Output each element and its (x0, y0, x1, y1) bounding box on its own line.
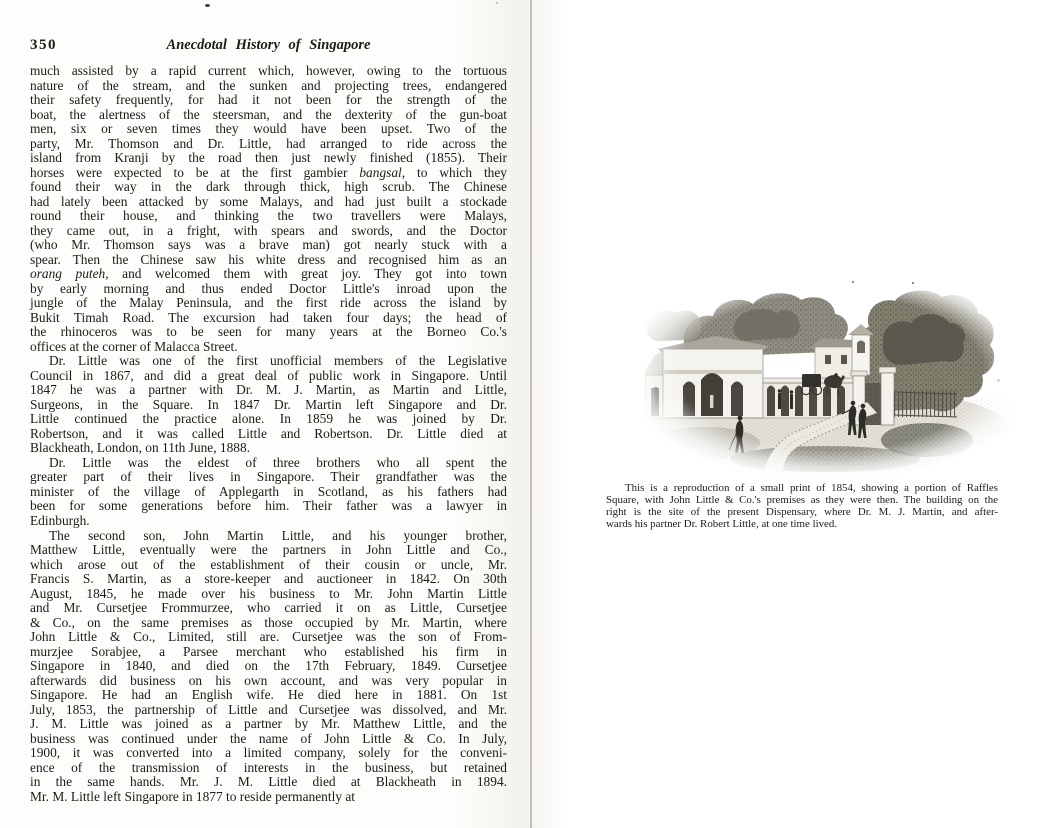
text-line: they came out, in a fright, with spears and swords, and the Doctor (30, 222, 507, 238)
running-title: Anecdotal History of Singapore (166, 37, 371, 53)
engraving-vignette (645, 283, 1017, 473)
text-line: boat, the alertness of the steersman, and the dexterity of the gun-boat (30, 106, 507, 122)
text-line: 1847 he was a partner with Dr. M. J. Martin, as Martin and Little, (30, 382, 507, 398)
right-page (532, 0, 1063, 828)
text-line: August, 1845, he made over his business to Mr. John Martin Little (30, 585, 507, 601)
text-line: orang puteh, and welcomed them with great joy. They got into town (30, 266, 507, 282)
text-line: Singapore. He had an English wife. He died here in 1881. On 1st (30, 687, 507, 703)
text-line: Mr. M. Little left Singapore in 1877 to reside permanently at (30, 788, 356, 804)
text-line: business was continued under the name of John Little & Co. In July, (30, 730, 507, 746)
text-line: wards his partner Dr. Robert Little, at one time lived. (606, 517, 838, 530)
scan-speck (205, 4, 210, 7)
text-line: John Little & Co., Limited, still are. Cursetjee was the son of From- (30, 629, 507, 645)
text-line: July, 1853, the partnership of Little and Cursetjee was dissolved, and Mr. (30, 701, 507, 717)
text-line: Little continued the practice alone. In 1859 he was joined by Dr. (30, 411, 507, 427)
text-line: their safety frequently, for had it not been for the strength of the (30, 92, 507, 108)
text-line: which arose out of the establishment of their cousin or uncle, Mr. (30, 556, 507, 572)
text-line: in the same hands. Mr. J. M. Little died at Blackheath in 1894. (30, 774, 507, 790)
text-line: (who Mr. Thomson says was a brave man) got nearly stuck with a (30, 237, 507, 253)
illustration-caption (606, 483, 998, 531)
text-line: nature of the stream, and the sunken and projecting trees, endangered (30, 77, 507, 93)
text-line: Edinburgh. (30, 512, 90, 528)
text-line: had lately been attacked by some Malays, and had just built a stockade (30, 193, 507, 209)
scan-speck (852, 281, 854, 283)
page-number: 350 (30, 37, 57, 53)
text-line: afterwards did business on his own account, and was very popular in (30, 672, 507, 688)
text-line: much assisted by a rapid current which, however, owing to the tortuous (30, 63, 507, 78)
text-line: Robertson, and it was called Little and Robertson. Dr. Little died at (30, 425, 507, 441)
text-line: party, Mr. Thomson and Dr. Little, had arranged to ride across the (30, 135, 507, 151)
paragraph (30, 354, 507, 456)
left-page (0, 0, 530, 828)
scan-speck (496, 2, 498, 4)
text-line: offices at the corner of Malacca Street. (30, 338, 238, 354)
text-line: spear. Then the Chinese saw his white dress and recognised him as an (30, 251, 507, 267)
text-line: The second son, John Martin Little, and his younger brother, (49, 527, 507, 543)
text-line: and Mr. Cursetjee Frommurzee, who carried it on as Little, Cursetjee (30, 600, 507, 616)
scan-speck (997, 379, 1000, 382)
text-line: This is a reproduction of a small print of 1854, showing a portion of Raffles (625, 482, 998, 494)
text-line: J. M. Little was joined as a partner by Mr. Matthew Little, and the (30, 716, 507, 732)
text-line: Square, with John Little & Co.'s premises as they were then. The building on the (606, 493, 998, 506)
text-line: 1900, it was converted into a limited company, solely for the conveni- (30, 745, 507, 761)
text-line: ence of the transmission of interests in the business, but retained (30, 759, 507, 775)
paragraph (30, 64, 507, 354)
text-line: been for some generations before him. Their father was a lawyer in (30, 498, 507, 514)
text-line: men, six or seven times they would have been upset. Two of the (30, 121, 507, 137)
text-line: murzjee Sorabjee, a Parsee merchant who established his firm in (30, 643, 507, 659)
scan-speck (912, 282, 914, 284)
text-line: Dr. Little was one of the first unofficial members of the Legislative (49, 353, 507, 369)
paragraph (606, 483, 998, 531)
text-line: right is the site of the present Dispensary, where Dr. M. J. Martin, and after- (606, 505, 998, 518)
text-line: found their way in the dark through thick, high scrub. The Chinese (30, 179, 507, 195)
raffles-square-engraving (645, 283, 1017, 473)
text-line: & Co., on the same premises as those occupied by Mr. Martin, where (30, 614, 507, 630)
text-line: Matthew Little, eventually were the partners in John Little and Co., (30, 542, 507, 558)
text-line: Council in 1867, and did a great deal of public work in Singapore. Until (30, 367, 507, 383)
text-line: greater part of their lives in Singapore. Their grandfather was the (30, 469, 507, 485)
text-line: Blackheath, London, on 11th June, 1888. (30, 440, 251, 456)
paragraph (30, 529, 507, 805)
text-line: horses were expected to be at the first gambier bangsal, to which they (30, 164, 507, 180)
text-line: Francis S. Martin, as a store-keeper and auctioneer in 1842. On 30th (30, 571, 507, 587)
text-line: by early morning and thus ended Doctor Little's inroad upon the (30, 280, 507, 296)
text-line: island from Kranji by the road then just newly finished (1855). Their (30, 150, 507, 166)
text-line: the rhinoceros was to be seen for many years at the Borneo Co.'s (30, 324, 507, 340)
text-line: Dr. Little was the eldest of three brothers who all spent the (49, 454, 507, 470)
text-line: Surgeons, in the Square. In 1847 Dr. Martin left Singapore and Dr. (30, 396, 507, 412)
text-line: jungle of the Malay Peninsula, and the first ride across the island by (30, 295, 507, 311)
body-text (30, 64, 507, 804)
paragraph (30, 456, 507, 529)
text-line: Bukit Timah Road. The excursion had taken four days; the head of (30, 309, 507, 325)
text-line: minister of the village of Applegarth in Scotland, as his fathers had (30, 483, 507, 499)
text-line: Singapore in 1840, and died on the 17th February, 1849. Cursetjee (30, 658, 507, 674)
text-line: round their house, and thinking the two travellers were Malays, (30, 208, 507, 224)
